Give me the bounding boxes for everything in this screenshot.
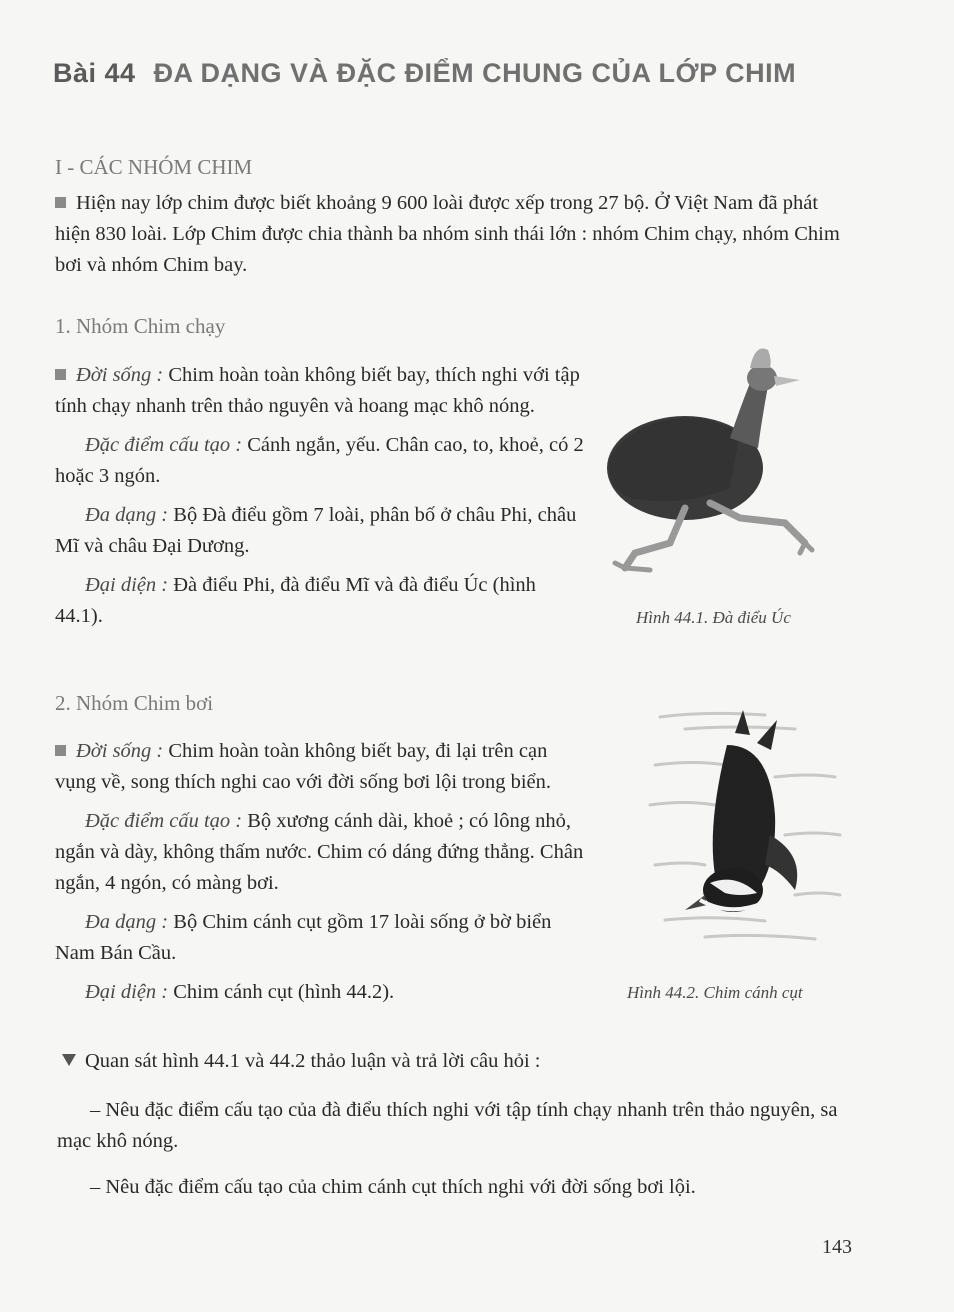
text-representative: Chim cánh cụt (hình 44.2). bbox=[173, 981, 395, 1003]
section-heading: I - CÁC NHÓM CHIM bbox=[55, 155, 253, 179]
square-bullet-icon bbox=[55, 197, 66, 208]
group1-representative bbox=[55, 570, 587, 632]
text-structure: Cánh ngắn, yếu. Chân cao, to, khoẻ, có 2 hoặc 3 ngón. bbox=[55, 434, 584, 487]
group1-structure bbox=[55, 430, 587, 492]
group1-diversity bbox=[55, 500, 587, 562]
square-bullet-icon bbox=[55, 369, 66, 380]
group1-body bbox=[55, 360, 587, 632]
cassowary-figure bbox=[590, 338, 840, 588]
figure-44-2-caption: Hình 44.2. Chim cánh cụt bbox=[627, 983, 803, 1002]
cassowary-leg-back bbox=[710, 503, 805, 543]
label-representative: Đại diện : bbox=[85, 981, 169, 1003]
square-bullet-icon bbox=[55, 745, 66, 756]
activity-question-2: – Nêu đặc điểm cấu tạo của chim cánh cụt thích nghi với đời sống bơi lội. bbox=[90, 1176, 696, 1198]
group1-life bbox=[55, 360, 587, 422]
group2-body bbox=[55, 736, 587, 1008]
cassowary-beak bbox=[774, 376, 800, 386]
label-diversity: Đa dạng : bbox=[85, 504, 169, 526]
penguin-figure bbox=[645, 705, 845, 950]
lesson-number: Bài 44 bbox=[53, 58, 136, 88]
text-diversity: Bộ Đà điểu gồm 7 loài, phân bố ở châu Phi, châu Mĩ và châu Đại Dương. bbox=[55, 504, 577, 557]
triangle-down-icon bbox=[62, 1054, 76, 1066]
group1-heading: 1. Nhóm Chim chạy bbox=[55, 314, 226, 338]
activity-prompt-text: Quan sát hình 44.1 và 44.2 thảo luận và trả lời câu hỏi : bbox=[85, 1050, 541, 1072]
activity-prompt bbox=[62, 1046, 862, 1077]
text-representative: Đà điểu Phi, đà điểu Mĩ và đà điểu Úc (hình 44.1). bbox=[55, 574, 536, 627]
group2-structure bbox=[55, 806, 587, 899]
group2-diversity bbox=[55, 907, 587, 969]
label-structure: Đặc điểm cấu tạo : bbox=[85, 434, 243, 456]
text-structure: Bộ xương cánh dài, khoẻ ; có lông nhỏ, ngắn và dày, không thấm nước. Chim có dáng đứng thẳng. Chân ngắn, 4 ngón, có màng bơi. bbox=[55, 810, 584, 894]
label-life: Đời sống : bbox=[76, 740, 164, 762]
activity-question-1: – Nêu đặc điểm cấu tạo của đà điểu thích nghi với tập tính chạy nhanh trên thảo nguyên, sa mạc khô nóng. bbox=[57, 1099, 838, 1152]
cassowary-toes-back bbox=[800, 543, 812, 553]
intro-text: Hiện nay lớp chim được biết khoảng 9 600 loài được xếp trong 27 bộ. Ở Việt Nam đã phát hiện 830 loài. Lớp Chim được chia thành ba nhóm sinh thái lớn : nhóm Chim chạy, nhóm Chim bơi và nhóm Chim bay. bbox=[55, 192, 840, 276]
lesson-heading: ĐA DẠNG VÀ ĐẶC ĐIỂM CHUNG CỦA LỚP CHIM bbox=[153, 58, 797, 88]
label-structure: Đặc điểm cấu tạo : bbox=[85, 810, 243, 832]
intro-paragraph bbox=[55, 188, 855, 281]
cassowary-head bbox=[747, 365, 777, 391]
cassowary-toes-front bbox=[615, 563, 650, 570]
cassowary-casque bbox=[750, 348, 771, 368]
penguin-foot-right bbox=[757, 720, 777, 750]
label-diversity: Đa dạng : bbox=[85, 911, 169, 933]
text-life: Chim hoàn toàn không biết bay, đi lại trên cạn vụng về, song thích nghi cao với đời sống bơi lội trong biển. bbox=[55, 740, 552, 793]
cassowary-plumage bbox=[609, 418, 740, 502]
group2-heading: 2. Nhóm Chim bơi bbox=[55, 691, 214, 715]
page-number: 143 bbox=[822, 1236, 852, 1258]
text-life: Chim hoàn toàn không biết bay, thích nghi với tập tính chạy nhanh trên thảo nguyên và hoang mạc khô nóng. bbox=[55, 364, 580, 417]
lesson-title bbox=[53, 58, 796, 89]
label-representative: Đại diện : bbox=[85, 574, 169, 596]
group2-representative bbox=[55, 977, 587, 1008]
group2-life bbox=[55, 736, 587, 798]
penguin-flipper bbox=[765, 835, 797, 890]
figure-44-1-caption: Hình 44.1. Đà điểu Úc bbox=[636, 608, 791, 627]
label-life: Đời sống : bbox=[76, 364, 164, 386]
cassowary-neck bbox=[730, 383, 768, 448]
text-diversity: Bộ Chim cánh cụt gồm 17 loài sống ở bờ biển Nam Bán Cầu. bbox=[55, 911, 552, 964]
